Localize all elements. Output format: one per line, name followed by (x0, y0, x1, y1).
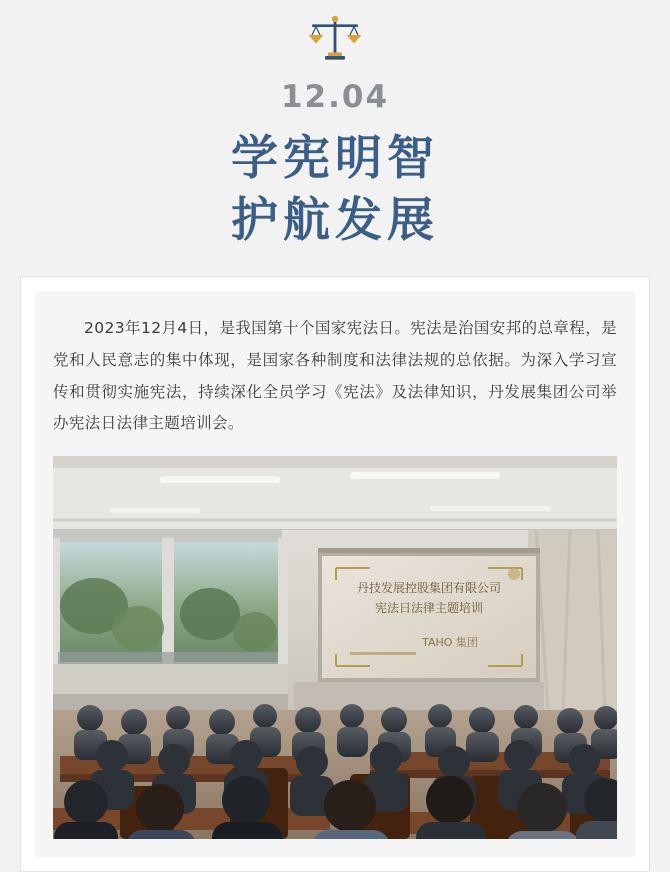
headline-line-2: 护航发展 (231, 193, 439, 249)
content-card-inner (35, 291, 635, 857)
training-meeting-photo (53, 456, 617, 839)
article-paragraph: 2023年12月4日，是我国第十个国家宪法日。宪法是治国安邦的总章程，是党和人民意志的集中体现，是国家各种制度和法律法规的总依据。为深入学习宣传和贯彻实施宪法，持续深化全员学习《宪法》及法律知识，丹发展集团公司举办宪法日法律主题培训会。 (53, 319, 617, 433)
emblem-container (0, 0, 670, 66)
svg-text:宪法日法律主题培训: 宪法日法律主题培训 (374, 601, 484, 616)
headline-line-1: 学宪明智 (231, 131, 439, 187)
scales-of-justice-icon (303, 14, 367, 66)
svg-text:丹技发展控股集团有限公司: 丹技发展控股集团有限公司 (356, 581, 502, 596)
page-title (0, 128, 670, 252)
page-date: 12.04 (280, 79, 390, 115)
title-block (0, 80, 670, 252)
svg-text:TAHO 集团: TAHO 集团 (422, 636, 478, 650)
content-card (20, 276, 650, 872)
